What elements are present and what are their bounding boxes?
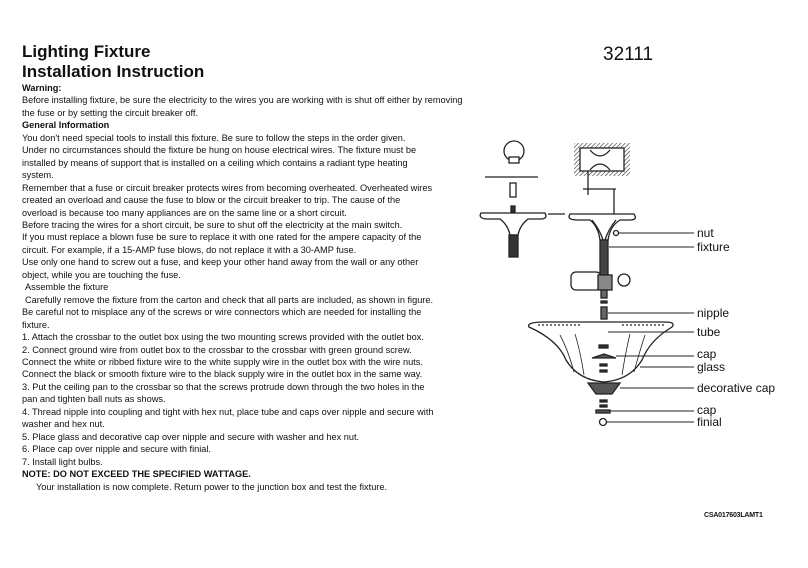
general-line: Under no circumstances should the fixture be hung on house electrical wires. The fixture must be — [22, 145, 417, 156]
decorative-cap-part — [588, 383, 620, 394]
general-line: circuit. For example, if a 15-AMP fuse blows, do not replace it with a 30-AMP fuse. — [22, 244, 357, 255]
general-heading: General Information — [22, 120, 110, 131]
warning-heading: Warning: — [22, 83, 62, 93]
general-line: You don't need special tools to install this fixture. Be sure to follow the steps in the order given. — [22, 132, 406, 143]
label-fixture: fixture — [697, 240, 730, 254]
cap-lower-part — [596, 410, 610, 413]
label-decorative-cap: decorative cap — [697, 381, 776, 395]
nipple-part — [601, 307, 607, 319]
canopy-side-view — [480, 213, 546, 235]
general-line: created an overload and cause the fuse to blow or the circuit breaker to trip. The cause of the — [22, 195, 401, 206]
finial-part — [600, 419, 607, 426]
warning-line: the fuse or by setting the circuit breaker off. — [22, 107, 199, 118]
label-finial: finial — [697, 415, 722, 429]
wattage-note: NOTE: DO NOT EXCEED THE SPECIFIED WATTAGE. — [22, 469, 251, 480]
step-2-line: Connect the white or ribbed fixture wire to the white supply wire in the outlet box with the wire nuts. — [22, 356, 423, 367]
assemble-line: Be careful not to misplace any of the screws or wire connectors which are needed for installing the — [22, 307, 422, 318]
step-2: 2. Connect ground wire from outlet box to the crossbar to the crossbar with green ground screw. — [22, 344, 412, 355]
assemble-line: fixture. — [22, 319, 50, 330]
general-line: Use only one hand to screw out a fuse, and keep your other hand away from the wall or any other — [22, 257, 419, 268]
switch-knob — [618, 274, 630, 286]
step-4-line: washer and hex nut. — [22, 419, 105, 430]
step-3: 3. Put the ceiling pan to the crossbar so that the screws protrude down through the two holes in the — [22, 381, 425, 392]
general-line: object, while you are touching the fuse. — [22, 269, 181, 280]
warning-line: Before installing fixture, be sure the electricity to the wires you are working with is shut off either by removing — [22, 95, 463, 106]
label-cap-lower: cap — [697, 403, 717, 417]
general-line: Before tracing the wires for a short circuit, be sure to shut off the electricity at the main switch. — [22, 219, 403, 230]
assemble-line: Carefully remove the fixture from the carton and check that all parts are included, as shown in figure. — [25, 294, 434, 305]
general-line: If you must replace a blown fuse be sure to replace it with one rated for the ampere capacity of the — [22, 232, 422, 243]
general-line: system. — [22, 170, 54, 181]
nut-part — [614, 231, 619, 236]
label-cap-upper: cap — [697, 347, 717, 361]
general-line: installed by means of support that is installed on a ceiling which contains a radiant type heating — [22, 157, 408, 168]
step-3-line: pan and tighten ball nuts as shows. — [22, 394, 166, 405]
document-title-line1: Lighting Fixture — [22, 42, 151, 61]
document-title-line2: Installation Instruction — [22, 62, 205, 81]
general-line: Remember that a fuse or circuit breaker protects wires from becoming overheated. Overheated wires — [22, 182, 433, 193]
step-2-line: Connect the black or smooth fixture wire to the black supply wire in the outlet box in the same way. — [22, 369, 423, 380]
step-5: 5. Place glass and decorative cap over nipple and secure with washer and hex nut. — [22, 431, 360, 442]
step-6: 6. Place cap over nipple and secure with finial. — [22, 444, 211, 455]
label-tube: tube — [697, 325, 721, 339]
label-glass: glass — [697, 360, 726, 374]
glass-bowl — [529, 322, 673, 382]
step-7: 7. Install light bulbs. — [22, 456, 103, 467]
model-number: 32111 — [603, 44, 654, 65]
step-1: 1. Attach the crossbar to the outlet box using the two mounting screws provided with the outlet box. — [22, 332, 424, 343]
document-code: CSA017603LAMT1 — [704, 512, 763, 519]
label-nut: nut — [697, 226, 714, 240]
label-nipple: nipple — [697, 306, 730, 320]
socket — [571, 272, 601, 290]
closing-text: Your installation is now complete. Return power to the junction box and test the fixture. — [36, 481, 388, 492]
general-line: overload is because too many appliances are on the same line or a short circuit. — [22, 207, 347, 218]
step-4: 4. Thread nipple into coupling and tight with hex nut, place tube and caps over nipple and secure with — [22, 406, 434, 417]
assemble-heading: Assemble the fixture — [25, 282, 109, 293]
